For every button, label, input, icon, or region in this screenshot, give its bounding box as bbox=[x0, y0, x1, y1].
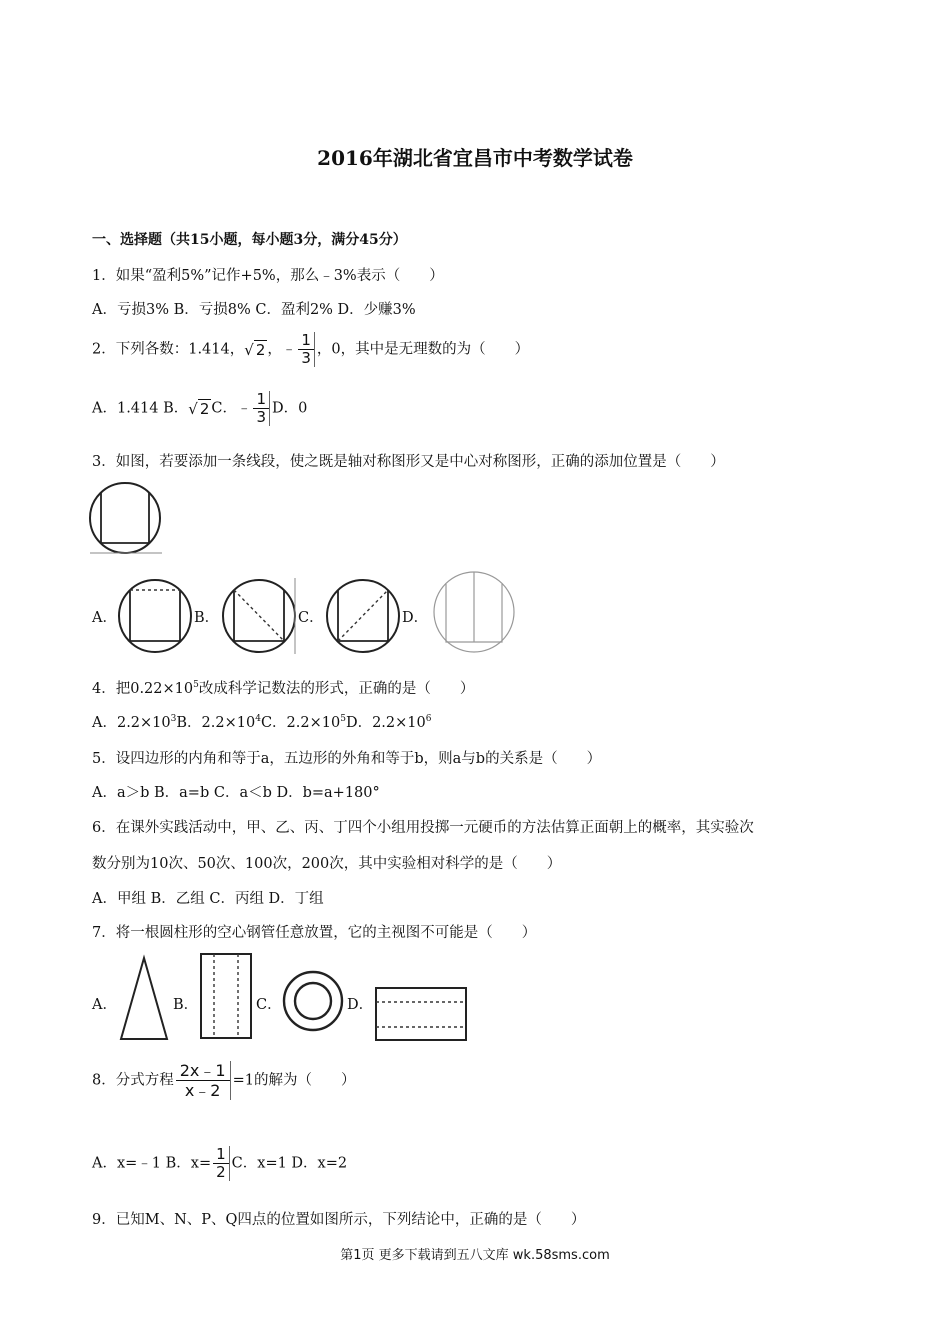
q3-main-figure bbox=[88, 482, 164, 556]
fraction-one-third-option bbox=[253, 391, 270, 426]
question-5-stem: 5．设四边形的内角和等于a，五边形的外角和等于b，则a与b的关系是（ ） bbox=[92, 751, 602, 767]
q8-opt-a: A．x=﹣1 B．x= bbox=[92, 1155, 212, 1172]
q3-label-b: B． bbox=[194, 610, 220, 626]
sqrt-2-option bbox=[188, 399, 211, 418]
fraction-equation bbox=[176, 1061, 231, 1100]
sqrt-symbol: √ bbox=[244, 341, 254, 359]
figure-open-square bbox=[101, 492, 149, 543]
sqrt-2 bbox=[244, 340, 267, 359]
triangle-shape bbox=[121, 958, 167, 1039]
q3-label-c: C． bbox=[298, 610, 324, 626]
rect-outline bbox=[201, 954, 251, 1038]
question-8-stem bbox=[92, 1061, 355, 1100]
q8-stem-b: =1的解为（ ） bbox=[232, 1072, 356, 1089]
q2-opt-b: C．﹣ bbox=[211, 400, 252, 417]
q3-label-d: D． bbox=[402, 610, 429, 626]
question-2-stem bbox=[92, 332, 529, 367]
q2-opt-a: A．1.414 B． bbox=[92, 400, 189, 417]
question-9-stem: 9．已知M、N、P、Q四点的位置如图所示，下列结论中，正确的是（ ） bbox=[92, 1212, 586, 1228]
fraction-numerator: 1 bbox=[256, 390, 267, 408]
q4-option-c: C．2.2×10 bbox=[260, 715, 341, 731]
fraction-numerator: 2x﹣1 bbox=[179, 1061, 226, 1080]
q7-label-a: A． bbox=[92, 997, 117, 1013]
fraction-numerator: 1 bbox=[216, 1145, 226, 1163]
q3-option-c-figure bbox=[324, 578, 402, 654]
q4-option-b-exp: 4 bbox=[255, 714, 261, 725]
added-segment-dashed bbox=[338, 590, 388, 641]
section-heading: 一、选择题（共15小题，每小题3分，满分45分） bbox=[92, 232, 407, 248]
q4-option-a-exp: 3 bbox=[170, 714, 177, 725]
q2-stem-a: 2．下列各数：1.414， bbox=[92, 341, 245, 358]
added-segment-dashed bbox=[234, 590, 284, 641]
q3-option-b-figure bbox=[221, 578, 299, 654]
fraction-one-third bbox=[298, 332, 315, 367]
question-4-options bbox=[92, 711, 431, 732]
question-8-options bbox=[92, 1146, 347, 1181]
q7-label-d: D． bbox=[347, 997, 374, 1013]
fraction-one-half bbox=[213, 1146, 230, 1181]
q4-stem-exponent: 5 bbox=[193, 680, 199, 691]
question-6-options: A．甲组 B．乙组 C．丙组 D．丁组 bbox=[92, 891, 324, 907]
q4-option-c-exp: 5 bbox=[340, 714, 346, 725]
figure-open-square bbox=[130, 590, 180, 641]
question-1-stem: 1．如果“盈利5%”记作+5%，那么﹣3%表示（ ） bbox=[92, 268, 444, 284]
rect-outline bbox=[376, 988, 466, 1040]
q3-label-a: A． bbox=[92, 610, 117, 626]
sqrt-radicand: 2 bbox=[255, 341, 266, 359]
page-title: 2016年湖北省宜昌市中考数学试卷 bbox=[317, 146, 633, 170]
fraction-numerator: 1 bbox=[301, 331, 311, 349]
q8-stem-a: 8．分式方程 bbox=[92, 1072, 174, 1089]
fraction-denominator: x﹣2 bbox=[176, 1080, 230, 1100]
q4-option-d-exp: 6 bbox=[425, 714, 432, 725]
question-6-stem-line2: 数分别为10次、50次、100次，200次，其中实验相对科学的是（ ） bbox=[92, 856, 562, 872]
q2-stem-c: ，0，其中是无理数的为（ ） bbox=[316, 341, 530, 358]
q8-opt-b: C．x=1 D．x=2 bbox=[231, 1155, 348, 1172]
fraction-denominator: 3 bbox=[253, 408, 269, 426]
ring-inner bbox=[295, 983, 331, 1019]
question-2-options bbox=[92, 391, 307, 426]
fraction-denominator: 2 bbox=[213, 1163, 229, 1181]
sqrt-symbol: √ bbox=[188, 400, 198, 418]
question-4-stem bbox=[92, 677, 474, 698]
q7-option-c-ring bbox=[281, 969, 345, 1033]
q7-option-b-rectangle bbox=[198, 952, 254, 1042]
q4-stem-a: 4．把0.22×10 bbox=[92, 681, 194, 697]
q3-option-d-figure bbox=[432, 570, 516, 654]
q7-label-b: B． bbox=[173, 997, 199, 1013]
page-footer: 第1页 更多下载请到五八文库 wk.58sms.com bbox=[340, 1248, 610, 1263]
question-1-options: A．亏损3% B．亏损8% C．盈利2% D．少赚3% bbox=[92, 302, 416, 318]
q4-option-a: A．2.2×10 bbox=[92, 715, 171, 731]
question-6-stem-line1: 6．在课外实践活动中，甲、乙、丙、丁四个小组用投掷一元硬币的方法估算正面朝上的概率，其实验次 bbox=[92, 820, 754, 836]
q3-option-a-figure bbox=[116, 578, 194, 654]
question-5-options: A．a＞b B．a=b C．a＜b D．b=a+180° bbox=[92, 785, 380, 801]
question-3-stem: 3．如图，若要添加一条线段，使之既是轴对称图形又是中心对称图形，正确的添加位置是（ ） bbox=[92, 454, 725, 470]
q7-label-c: C． bbox=[256, 997, 282, 1013]
question-7-stem: 7．将一根圆柱形的空心钢管任意放置，它的主视图不可能是（ ） bbox=[92, 925, 537, 941]
ring-outer bbox=[284, 972, 342, 1030]
q4-option-d: D．2.2×10 bbox=[345, 715, 426, 731]
q4-option-b: B．2.2×10 bbox=[176, 715, 256, 731]
q7-option-d-rectangle bbox=[373, 985, 469, 1043]
sqrt-radicand: 2 bbox=[199, 400, 210, 418]
q4-stem-b: 改成科学记数法的形式，正确的是（ ） bbox=[198, 681, 475, 697]
q2-opt-c: D．0 bbox=[272, 400, 308, 417]
fraction-denominator: 3 bbox=[298, 349, 314, 367]
q2-stem-b: ，﹣ bbox=[267, 341, 297, 358]
q7-option-a-triangle bbox=[118, 955, 172, 1043]
